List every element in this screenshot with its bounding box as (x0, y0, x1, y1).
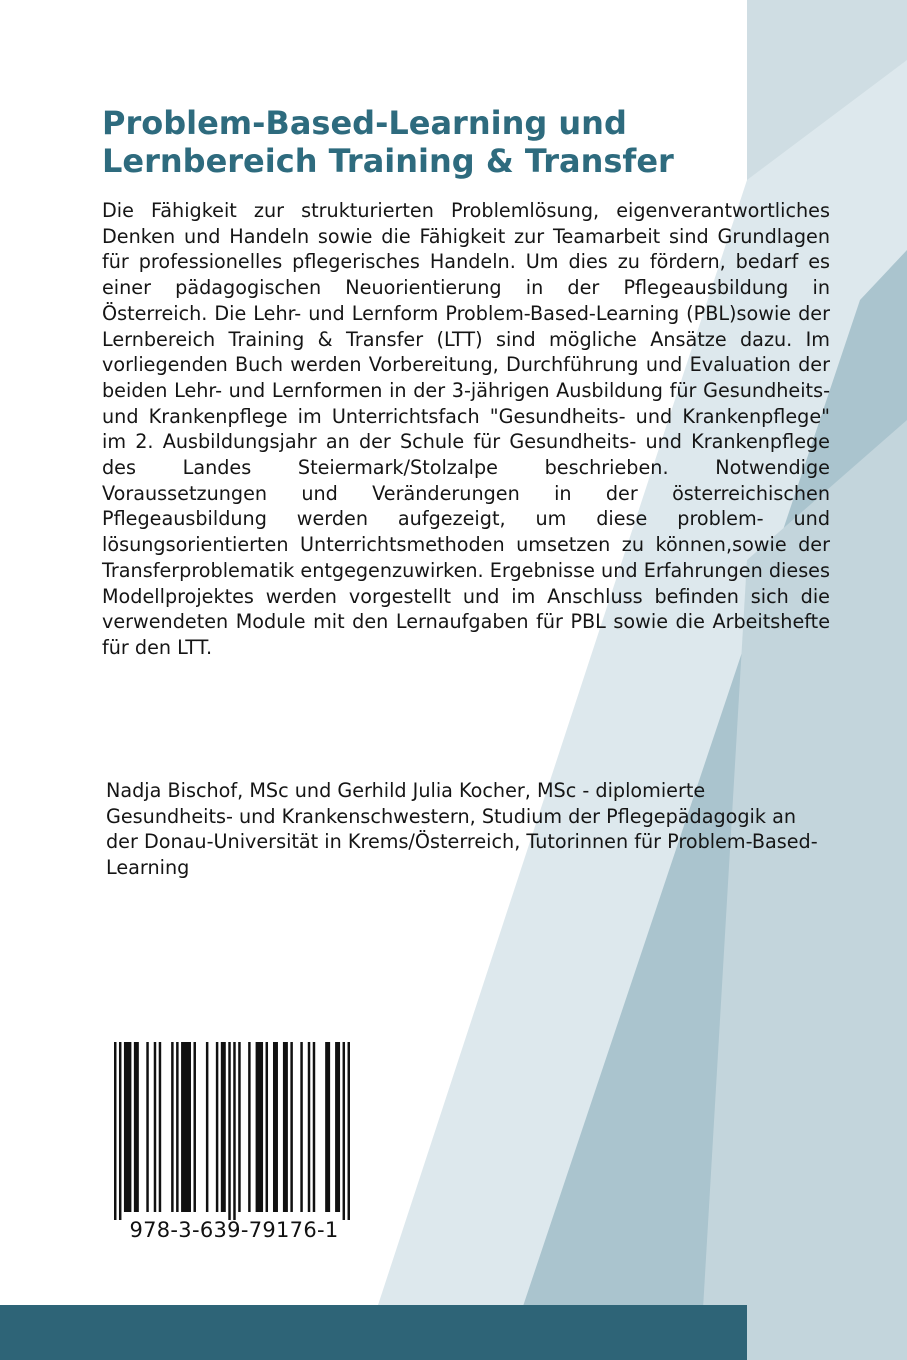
isbn-number: 978-3-639-79176-1 (129, 1218, 339, 1242)
author-bio: Nadja Bischof, MSc und Gerhild Julia Kocher, MSc - diplomierte Gesundheits- und Krankenschwestern, Studium der Pflegepädagogik an der Donau-Universität in Krems/Österreich, Tutorinnen für Problem-Based-Learning (106, 779, 818, 879)
barcode-bar (256, 1042, 263, 1212)
title-line-1: Problem-Based-Learning und (102, 104, 627, 142)
barcode-bar (266, 1042, 268, 1212)
barcode-bar (114, 1042, 116, 1220)
barcode-bar (154, 1042, 156, 1212)
barcode-bar (348, 1042, 350, 1220)
book-title (102, 104, 742, 180)
barcode-bar (290, 1042, 292, 1212)
barcode-bar (233, 1042, 235, 1220)
barcode-bar (325, 1042, 330, 1212)
barcode-bar (221, 1042, 226, 1212)
title-line-2: Lernbereich Training & Transfer (102, 142, 674, 180)
barcode-bar (273, 1042, 278, 1212)
barcode (98, 1030, 370, 1252)
barcode-bar (308, 1042, 310, 1212)
barcode-bar (228, 1042, 230, 1220)
barcode-bar (335, 1042, 340, 1212)
barcode-bar (248, 1042, 250, 1212)
barcode-bar (181, 1042, 191, 1212)
barcode-bar (343, 1042, 345, 1220)
barcode-bar (238, 1042, 240, 1212)
barcode-bar (124, 1042, 131, 1212)
barcode-bar (146, 1042, 148, 1212)
barcode-bar (119, 1042, 121, 1220)
barcode-bar (193, 1042, 195, 1212)
barcode-bar (159, 1042, 161, 1212)
barcode-bars (114, 1042, 350, 1220)
barcode-bar (216, 1042, 218, 1212)
barcode-bar (176, 1042, 178, 1212)
barcode-bar (206, 1042, 208, 1212)
barcode-bar (300, 1042, 302, 1212)
bottom-color-band (0, 1305, 747, 1360)
barcode-bar (171, 1042, 173, 1212)
barcode-bar (313, 1042, 315, 1212)
barcode-bar (134, 1042, 139, 1212)
book-description: Die Fähigkeit zur strukturierten Problemlösung, eigenverantwortliches Denken und Handeln sowie die Fähigkeit zur Teamarbeit sind Grundlagen für professionelles pflegerisches Handeln. Um dies zu fördern, bedarf es einer pädagogischen Neuorientierung in der Pflegeausbildung in Österreich. Die Lehr- und Lernform Problem-Based-Learning (PBL)sowie der Lernbereich Training & Transfer (LTT) sind mögliche Ansätze dazu. Im vorliegenden Buch werden Vorbereitung, Durchführung und Evaluation der beiden Lehr- und Lernformen in der 3-jährigen Ausbildung für Gesundheits- und Krankenpflege im Unterrichtsfach "Gesundheits- und Krankenpflege" im 2. Ausbildungsjahr an der Schule für Gesundheits- und Krankenpflege des Landes Steiermark/Stolzalpe beschrieben. Notwendige Voraussetzungen und Veränderungen in der österreichischen Pflegeausbildung werden aufgezeigt, um diese problem- und lösungsorientierten Unterrichtsmethoden umsetzen zu können,sowie der Transferproblematik entgegenzuwirken. Ergebnisse und Erfahrungen dieses Modellprojektes werden vorgestellt und im Anschluss befinden sich die verwendeten Module mit den Lernaufgaben für PBL sowie die Arbeitshefte für den LTT. (102, 199, 830, 659)
barcode-bar (283, 1042, 288, 1212)
